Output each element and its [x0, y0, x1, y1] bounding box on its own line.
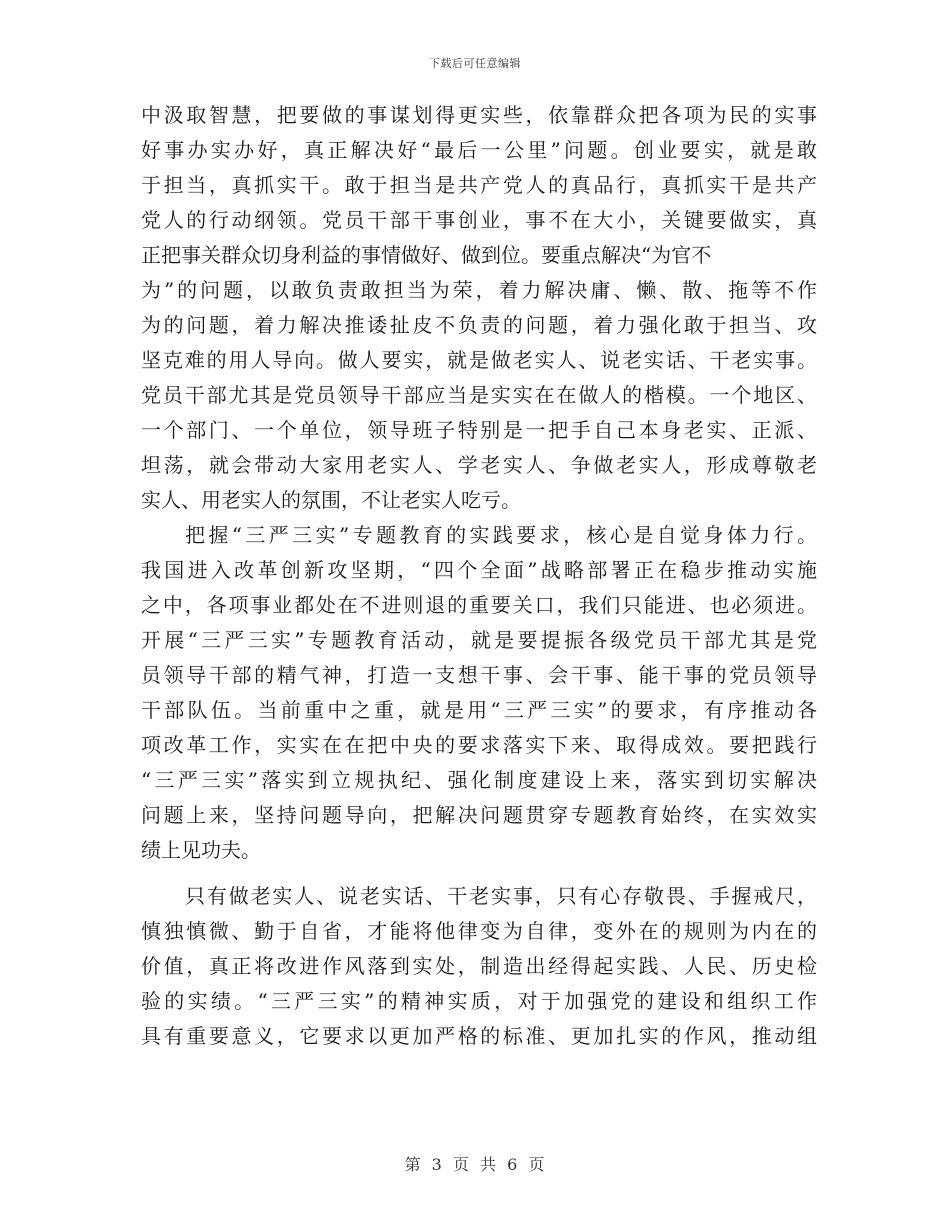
text-line: 为”的问题，以敢负责敢担当为荣，着力解决庸、懒、散、拖等不作: [141, 278, 817, 302]
text-line: 只有做老实人、说老实话、干老实事，只有心存敬畏、手握戒尺，: [185, 884, 817, 908]
text-line: 为的问题，着力解决推诿扯皮不负责的问题，着力强化敢于担当、攻: [141, 313, 817, 337]
text-line: 之中，各项事业都处在不进则退的重要关口，我们只能进、也必须进。: [141, 593, 817, 617]
text-line: 党员干部尤其是党员领导干部应当是实实在在做人的楷模。一个地区、: [141, 383, 817, 407]
text-line: 开展“三严三实”专题教育活动，就是要提振各级党员干部尤其是党: [141, 628, 817, 652]
text-line: 具有重要意义，它要求以更加严格的标准、更加扎实的作风，推动组: [141, 1024, 817, 1048]
text-line: 把握“三严三实”专题教育的实践要求，核心是自觉身体力行。: [185, 523, 817, 547]
paragraph: [141, 98, 817, 518]
page-number-footer: 第 3 页 共 6 页: [404, 1155, 546, 1174]
text-line: 价值，真正将改进作风落到实处，制造出经得起实践、人民、历史检: [141, 954, 817, 978]
paragraph: [141, 879, 817, 1054]
text-line: 坦荡，就会带动大家用老实人、学老实人、争做老实人，形成尊敬老: [141, 453, 817, 477]
text-line: 党人的行动纲领。党员干部干事创业，事不在大小，关键要做实，真: [141, 208, 817, 232]
paragraph-spacing: [141, 868, 817, 879]
text-line: 项改革工作，实实在在把中央的要求落实下来、取得成效。要把践行: [141, 733, 817, 757]
text-line: 干部队伍。当前重中之重，就是用“三严三实”的要求，有序推动各: [141, 698, 817, 722]
text-line: 坚克难的用人导向。做人要实，就是做老实人、说老实话、干老实事。: [141, 348, 817, 372]
paragraph: [141, 518, 817, 868]
text-line: 实人、用老实人的氛围，不让老实人吃亏。: [141, 488, 521, 512]
text-line: 慎独慎微、勤于自省，才能将他律变为自律，变外在的规则为内在的: [141, 919, 817, 943]
text-line: 问题上来，坚持问题导向，把解决问题贯穿专题教育始终，在实效实: [141, 803, 817, 827]
text-line: 我国进入改革创新攻坚期，“四个全面”战略部署正在稳步推动实施: [141, 558, 817, 582]
text-line: 于担当，真抓实干。敢于担当是共产党人的真品行，真抓实干是共产: [141, 173, 817, 197]
text-line: 员领导干部的精气神，打造一支想干事、会干事、能干事的党员领导: [141, 663, 817, 687]
text-line: 中汲取智慧，把要做的事谋划得更实些，依靠群众把各项为民的实事: [141, 103, 817, 127]
text-line: 验的实绩。“三严三实”的精神实质，对于加强党的建设和组织工作: [141, 989, 817, 1013]
document-body: [141, 98, 817, 1054]
text-line: 一个部门、一个单位，领导班子特别是一把手自己本身老实、正派、: [141, 418, 817, 442]
text-line: 绩上见功夫。: [141, 838, 261, 862]
text-line: 好事办实办好，真正解决好“最后一公里”问题。创业要实，就是敢: [141, 138, 817, 162]
page-header: 下载后可任意编辑: [429, 57, 521, 70]
text-line: “三严三实”落实到立规执纪、强化制度建设上来，落实到切实解决: [141, 768, 817, 792]
text-line: 正把事关群众切身利益的事情做好、做到位。要重点解决“为官不: [141, 243, 712, 267]
